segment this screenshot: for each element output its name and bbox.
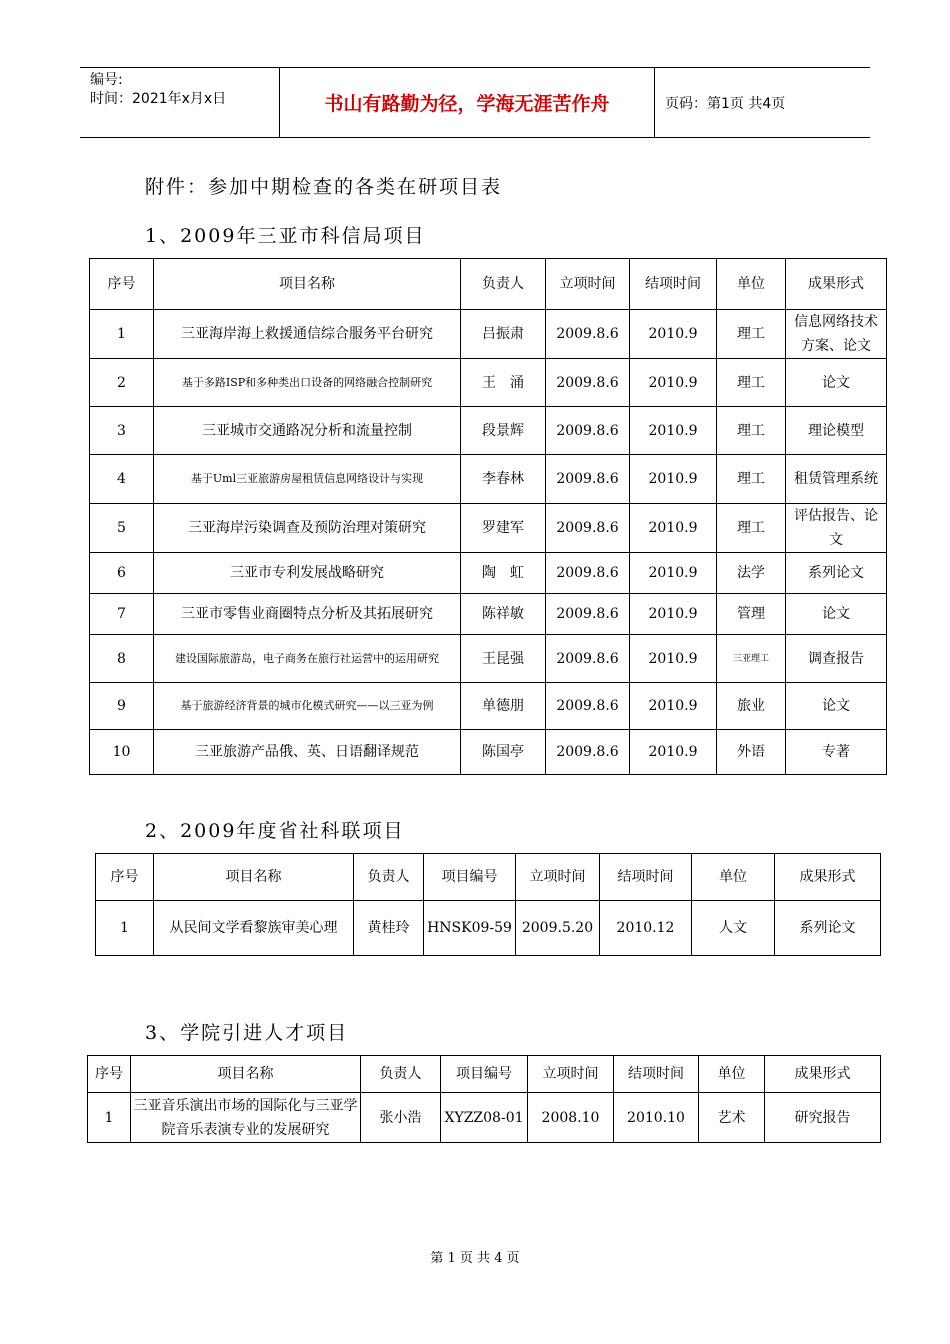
table-cell: 2009.8.6 — [546, 594, 630, 635]
table-row — [90, 594, 887, 635]
table-cell: 调查报告 — [786, 635, 887, 683]
table-cell: 2010.9 — [630, 730, 717, 775]
table-cell: 理论模型 — [786, 407, 887, 455]
table-cell: 王昆强 — [461, 635, 546, 683]
column-header: 项目名称 — [154, 854, 354, 901]
column-header: 结项时间 — [600, 854, 692, 901]
section1-table — [89, 258, 887, 775]
table-cell: 8 — [90, 635, 154, 683]
table-cell: 旅业 — [717, 683, 786, 730]
page-footer: 第 1 页 共 4 页 — [430, 1251, 520, 1266]
table-cell: 租赁管理系统 — [786, 455, 887, 504]
column-header: 结项时间 — [630, 259, 717, 310]
table-header-row — [88, 1056, 881, 1093]
table-cell: 2010.12 — [600, 901, 692, 956]
table-cell: 1 — [88, 1093, 131, 1143]
column-header: 成果形式 — [765, 1056, 881, 1093]
table-cell: 理工 — [717, 407, 786, 455]
table-row — [90, 635, 887, 683]
table-cell: 2010.9 — [630, 553, 717, 594]
table-cell: 黄桂玲 — [354, 901, 424, 956]
table-cell: 研究报告 — [765, 1093, 881, 1143]
table-cell: 三亚音乐演出市场的国际化与三亚学院音乐表演专业的发展研究 — [131, 1093, 361, 1143]
table-cell: 1 — [96, 901, 154, 956]
table-cell: 信息网络技术方案、论文 — [786, 310, 887, 359]
column-header: 单位 — [699, 1056, 765, 1093]
table-row — [90, 407, 887, 455]
table-cell: 论文 — [786, 683, 887, 730]
table-cell: 1 — [90, 310, 154, 359]
table-cell: 评估报告、论文 — [786, 504, 887, 553]
table-cell: 2009.8.6 — [546, 359, 630, 407]
table-cell: 2009.5.20 — [516, 901, 600, 956]
table-cell: 段景辉 — [461, 407, 546, 455]
table-cell: 罗建军 — [461, 504, 546, 553]
table-cell: 2010.9 — [630, 455, 717, 504]
column-header: 立项时间 — [516, 854, 600, 901]
column-header: 立项时间 — [546, 259, 630, 310]
table-cell: 2009.8.6 — [546, 683, 630, 730]
table-cell: 理工 — [717, 504, 786, 553]
table-header-row — [90, 259, 887, 310]
table-cell: 系列论文 — [775, 901, 881, 956]
table-cell: 三亚市专利发展战略研究 — [154, 553, 461, 594]
table-cell: 9 — [90, 683, 154, 730]
time-label: 时间：2021年x月x日 — [90, 91, 227, 107]
table-cell: 2009.8.6 — [546, 730, 630, 775]
table-cell: 理工 — [717, 359, 786, 407]
table-cell: 三亚海岸污染调查及预防治理对策研究 — [154, 504, 461, 553]
table-cell: 系列论文 — [786, 553, 887, 594]
column-header: 结项时间 — [614, 1056, 699, 1093]
table-cell: 三亚旅游产品俄、英、日语翻译规范 — [154, 730, 461, 775]
table-cell: 2010.10 — [614, 1093, 699, 1143]
table-cell: 2008.10 — [528, 1093, 614, 1143]
table-cell: 人文 — [692, 901, 775, 956]
table-cell: 法学 — [717, 553, 786, 594]
table-cell: 陈国亭 — [461, 730, 546, 775]
table-cell: 基于旅游经济背景的城市化模式研究——以三亚为例 — [154, 683, 461, 730]
column-header: 成果形式 — [775, 854, 881, 901]
column-header: 负责人 — [354, 854, 424, 901]
table-cell: 3 — [90, 407, 154, 455]
table-cell: XYZZ08-01 — [441, 1093, 528, 1143]
column-header: 项目名称 — [131, 1056, 361, 1093]
section2-title: 2、2009年度省社科联项目 — [145, 820, 405, 842]
table-cell: 理工 — [717, 310, 786, 359]
table-cell: 管理 — [717, 594, 786, 635]
column-header: 单位 — [692, 854, 775, 901]
table-cell: 4 — [90, 455, 154, 504]
table-cell: HNSK09-59 — [424, 901, 516, 956]
document-title: 附件：参加中期检查的各类在研项目表 — [145, 176, 503, 198]
header-meta — [80, 68, 280, 137]
table-cell: 张小浩 — [361, 1093, 441, 1143]
section3-title: 3、学院引进人才项目 — [145, 1022, 349, 1044]
table-cell: 艺术 — [699, 1093, 765, 1143]
table-row — [90, 455, 887, 504]
table-cell: 陶 虹 — [461, 553, 546, 594]
table-cell: 2010.9 — [630, 359, 717, 407]
table-cell: 5 — [90, 504, 154, 553]
section1-title: 1、2009年三亚市科信局项目 — [145, 225, 426, 247]
table-row — [90, 359, 887, 407]
table-cell: 2009.8.6 — [546, 504, 630, 553]
table-row — [90, 310, 887, 359]
table-cell: 王 涌 — [461, 359, 546, 407]
section2-table — [95, 853, 881, 956]
table-header-row — [96, 854, 881, 901]
column-header: 负责人 — [361, 1056, 441, 1093]
table-cell: 外语 — [717, 730, 786, 775]
column-header: 项目编号 — [424, 854, 516, 901]
table-cell: 建设国际旅游岛，电子商务在旅行社运营中的运用研究 — [154, 635, 461, 683]
table-cell: 2010.9 — [630, 683, 717, 730]
table-row — [88, 1093, 881, 1143]
table-cell: 2 — [90, 359, 154, 407]
table-cell: 三亚城市交通路况分析和流量控制 — [154, 407, 461, 455]
table-cell: 2010.9 — [630, 407, 717, 455]
table-cell: 2009.8.6 — [546, 553, 630, 594]
table-cell: 2010.9 — [630, 310, 717, 359]
column-header: 序号 — [88, 1056, 131, 1093]
table-cell: 陈祥敏 — [461, 594, 546, 635]
table-cell: 2010.9 — [630, 635, 717, 683]
table-cell: 论文 — [786, 359, 887, 407]
table-cell: 2009.8.6 — [546, 310, 630, 359]
column-header: 项目编号 — [441, 1056, 528, 1093]
column-header: 负责人 — [461, 259, 546, 310]
column-header: 项目名称 — [154, 259, 461, 310]
table-row — [90, 730, 887, 775]
column-header: 序号 — [96, 854, 154, 901]
table-cell: 专著 — [786, 730, 887, 775]
page-label: 页码：第1页 共4页 — [665, 95, 786, 112]
table-cell: 10 — [90, 730, 154, 775]
section3-table — [87, 1055, 881, 1143]
table-cell: 三亚海岸海上救援通信综合服务平台研究 — [154, 310, 461, 359]
table-cell: 2009.8.6 — [546, 407, 630, 455]
column-header: 单位 — [717, 259, 786, 310]
table-row — [90, 504, 887, 553]
table-cell: 单德朋 — [461, 683, 546, 730]
table-cell: 7 — [90, 594, 154, 635]
table-cell: 基于Uml三亚旅游房屋租赁信息网络设计与实现 — [154, 455, 461, 504]
table-cell: 从民间文学看黎族审美心理 — [154, 901, 354, 956]
table-cell: 基于多路ISP和多种类出口设备的网络融合控制研究 — [154, 359, 461, 407]
table-cell: 2010.9 — [630, 504, 717, 553]
table-row — [90, 553, 887, 594]
table-cell: 2009.8.6 — [546, 455, 630, 504]
column-header: 立项时间 — [528, 1056, 614, 1093]
column-header: 成果形式 — [786, 259, 887, 310]
table-cell: 三亚理工 — [717, 635, 786, 683]
table-cell: 6 — [90, 553, 154, 594]
table-row — [90, 683, 887, 730]
table-cell: 论文 — [786, 594, 887, 635]
number-label: 编号: — [90, 72, 123, 88]
column-header: 序号 — [90, 259, 154, 310]
table-cell: 理工 — [717, 455, 786, 504]
table-cell: 三亚市零售业商圈特点分析及其拓展研究 — [154, 594, 461, 635]
table-cell: 2009.8.6 — [546, 635, 630, 683]
motto: 书山有路勤为径，学海无涯苦作舟 — [280, 68, 655, 137]
page-header — [80, 67, 870, 138]
table-row — [96, 901, 881, 956]
table-cell: 吕振肃 — [461, 310, 546, 359]
table-cell: 2010.9 — [630, 594, 717, 635]
table-cell: 李春林 — [461, 455, 546, 504]
